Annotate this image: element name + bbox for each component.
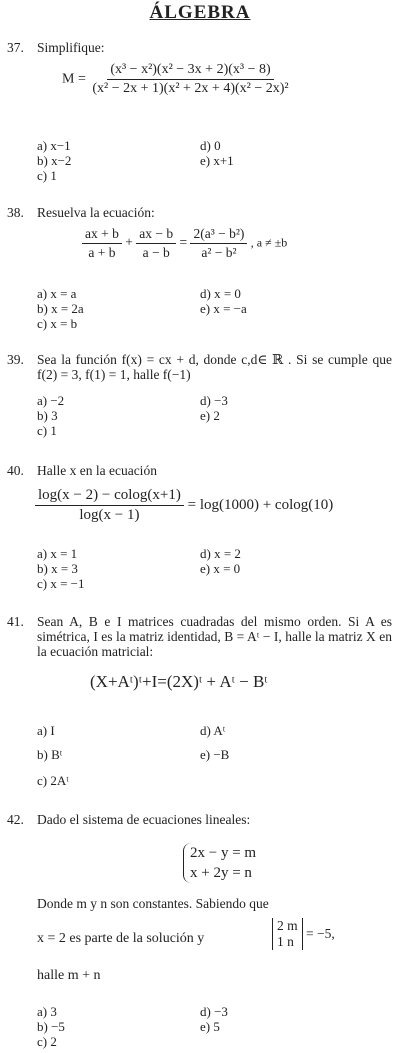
option-d: d) −3 (200, 1004, 228, 1019)
determinant-bars (272, 918, 303, 950)
formula (90, 672, 268, 692)
option-e: e) x = 0 (200, 561, 241, 576)
system-brace (183, 843, 256, 883)
question-text: Halle x en la ecuación (37, 463, 157, 478)
option-a: a) x = a (37, 286, 77, 301)
option-b: b) 3 (37, 408, 58, 423)
option-c: c) x = b (37, 316, 78, 331)
option-a: a) I (37, 723, 55, 738)
numerator: log(x − 2) − colog(x+1) (35, 487, 184, 506)
option-b: b) x−2 (37, 153, 72, 168)
option-e: e) x+1 (200, 153, 234, 168)
numerator: ax − b (136, 226, 176, 244)
formula: $\frac{ax + b}{a + b}$ + $\frac{ax - b}{a - b}$ = $\frac{\text{2(a³ − b²)}}{\text{a² − b²}}$ , a ≠ ±b (82, 226, 287, 261)
option-d: d) Aᵗ (200, 723, 226, 738)
question-number: 40. (7, 463, 24, 478)
statement-line: Donde m y n son constantes. Sabiendo que (37, 896, 269, 911)
equation-right: +I=(2X)ᵗ + Aᵗ − Bᵗ (141, 672, 268, 691)
denominator: a − b (142, 245, 170, 260)
determinant-row: 2 m (277, 918, 298, 933)
numerator: ax + b (82, 226, 122, 244)
question-number: 37. (7, 40, 24, 55)
question-number: 39. (7, 352, 24, 367)
equation-1: 2x − y = m (190, 845, 257, 861)
numerator: 2(a³ − b²) (190, 226, 247, 244)
option-c: c) x = −1 (37, 576, 85, 591)
equation-left: (X+Aᵗ)ᵗ (90, 672, 142, 691)
question-number: 42. (7, 812, 24, 827)
option-a: a) −2 (37, 393, 65, 408)
denominator: a + b (88, 245, 116, 260)
option-b: b) x = 3 (37, 561, 78, 576)
question-text: Sea la función f(x) = cx + d, donde c,d∈ ℝ . Si se cumple que f(2) = 3, f(1) = 1, halle f(−1) (37, 352, 392, 382)
option-a: a) 3 (37, 1004, 57, 1019)
option-e: e) 5 (200, 1019, 220, 1034)
determinant-value: = −5, (306, 926, 335, 941)
formula: M = $\frac{\text{(x³ − x²)(x² − 3x + 2)(x³ − 8)}}{\text{(x² − 2x + 1)(x² + 2x + 4)(x² − 2x)²}}$ (62, 62, 292, 97)
statement-line: x = 2 es parte de la solución y (37, 931, 205, 946)
option-e: e) 2 (200, 408, 220, 423)
option-e: e) x = −a (200, 301, 247, 316)
statement-line: halle m + n (37, 968, 101, 983)
numerator: (x³ − x²)(x² − 3x + 2)(x³ − 8) (107, 62, 273, 80)
option-e: e) −B (200, 747, 230, 762)
fraction (35, 487, 184, 524)
question-number: 41. (7, 614, 24, 629)
denominator: (x² − 2x + 1)(x² + 2x + 4)(x² − 2x)² (92, 81, 289, 96)
option-b: b) −5 (37, 1019, 65, 1034)
determinant (272, 918, 335, 950)
question-text: Sean A, B e I matrices cuadradas del mismo orden. Si A es simétrica, I es la matriz identidad, B = Aᵗ − I, halle la matriz X en la ecuación matricial: (37, 614, 392, 659)
option-b: b) Bᵗ (37, 747, 63, 762)
question-text: Resuelva la ecuación: (37, 205, 155, 220)
determinant-row: 1 n (277, 934, 294, 949)
option-c: c) 1 (37, 168, 57, 183)
condition: , a ≠ ±b (250, 235, 288, 250)
question-text: Simplifique: (37, 40, 105, 55)
equation-2: x + 2y = n (190, 865, 252, 881)
formula (35, 487, 333, 524)
page-title: ÁLGEBRA (149, 2, 251, 23)
denominator: log(x − 1) (79, 507, 140, 523)
option-a: a) x = 1 (37, 546, 78, 561)
fraction (82, 226, 122, 261)
option-c: c) 1 (37, 423, 57, 438)
option-a: a) x−1 (37, 138, 71, 153)
question-number: 38. (7, 205, 24, 220)
option-c: c) 2Aᵗ (37, 773, 69, 788)
question-text: Dado el sistema de ecuaciones lineales: (37, 812, 251, 827)
equation-system (183, 843, 256, 883)
option-d: d) 0 (200, 138, 221, 153)
option-b: b) x = 2a (37, 301, 84, 316)
denominator: a² − b² (201, 245, 237, 260)
equation-rhs: = log(1000) + colog(10) (187, 496, 334, 513)
option-d: d) x = 0 (200, 286, 241, 301)
fraction (136, 226, 176, 261)
option-d: d) −3 (200, 393, 228, 408)
fraction (190, 226, 247, 261)
option-c: c) 2 (37, 1034, 57, 1049)
formula-lhs: M (62, 71, 75, 87)
fraction (89, 62, 291, 97)
option-d: d) x = 2 (200, 546, 241, 561)
